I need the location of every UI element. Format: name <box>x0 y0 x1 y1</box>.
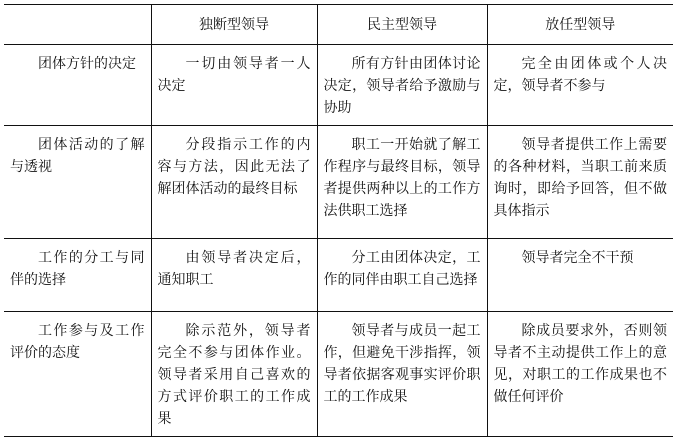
table-row <box>4 239 673 312</box>
cell-autocratic: 一切由领导者一人决定 <box>151 45 317 126</box>
cell-laissez-faire: 完全由团体或个人决定，领导者不参与 <box>487 45 673 126</box>
cell-democratic: 所有方针由团体讨论决定，领导者给予激励与协助 <box>317 45 487 126</box>
cell-laissez-faire: 领导者提供工作上需要的各种材料，当职工前来质询时，即给予回答，但不做具体指示 <box>487 126 673 239</box>
header-autocratic: 独断型领导 <box>151 5 317 45</box>
row-label: 工作参与及工作评价的态度 <box>4 312 151 437</box>
cell-autocratic: 分段指示工作的内容与方法，因此无法了解团体活动的最终目标 <box>151 126 317 239</box>
row-label: 工作的分工与同伴的选择 <box>4 239 151 312</box>
header-row <box>4 5 673 45</box>
header-democratic: 民主型领导 <box>317 5 487 45</box>
table-row <box>4 312 673 437</box>
cell-democratic: 分工由团体决定，工作的同伴由职工自己选择 <box>317 239 487 312</box>
cell-laissez-faire: 领导者完全不干预 <box>487 239 673 312</box>
header-laissez-faire: 放任型领导 <box>487 5 673 45</box>
cell-democratic: 职工一开始就了解工作程序与最终目标，领导者提供两种以上的工作方法供职工选择 <box>317 126 487 239</box>
cell-democratic: 领导者与成员一起工作，但避免干涉指挥，领导者依据客观事实评价职工的工作成果 <box>317 312 487 437</box>
cell-laissez-faire: 除成员要求外，否则领导者不主动提供工作上的意见，对职工的工作成果也不做任何评价 <box>487 312 673 437</box>
header-corner <box>4 5 151 45</box>
row-label: 团体活动的了解与透视 <box>4 126 151 239</box>
row-label: 团体方针的决定 <box>4 45 151 126</box>
leadership-comparison-table <box>4 4 673 437</box>
cell-autocratic: 除示范外，领导者完全不参与团体作业。领导者采用自己喜欢的方式评价职工的工作成果 <box>151 312 317 437</box>
table-row <box>4 45 673 126</box>
table-row <box>4 126 673 239</box>
cell-autocratic: 由领导者决定后，通知职工 <box>151 239 317 312</box>
